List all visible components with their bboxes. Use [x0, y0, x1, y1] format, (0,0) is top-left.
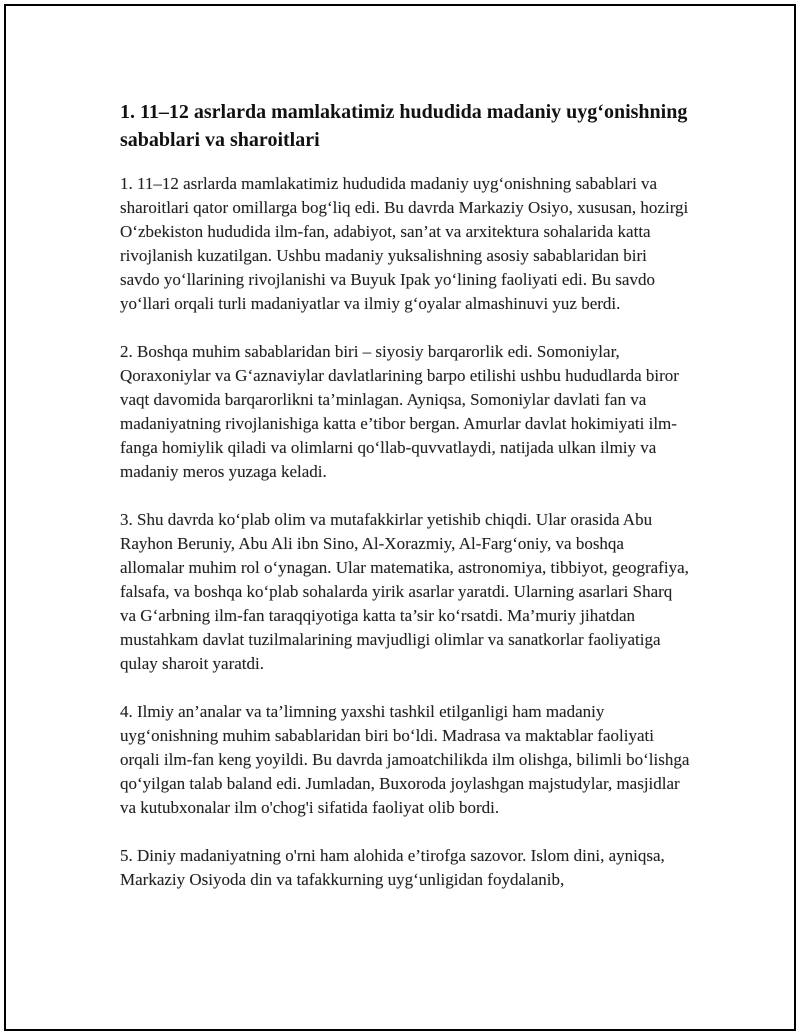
- paragraph-1: 1. 11–12 asrlarda mamlakatimiz hududida madaniy uyg‘onishning sabablari va sharoitlari qator omillarga bog‘liq edi. Bu davrda Markaziy Osiyo, xususan, hozirgi O‘zbekiston hududida ilm-fan, adabiyot, san’at va arxitektura sohalarida katta rivojlanish kuzatilgan. Ushbu madaniy yuksalishning asosiy sabablaridan biri savdo yo‘llarining rivojlanishi va Buyuk Ipak yo‘lining faoliyati edi. Bu savdo yo‘llari orqali turli madaniyatlar va ilmiy g‘oyalar almashinuvi yuz berdi.: [120, 174, 689, 313]
- paragraph-5: 5. Diniy madaniyatning o'rni ham alohida e’tirofga sazovor. Islom dini, ayniqsa, Markaziy Osiyoda din va tafakkurning uyg‘unligidan foydalanib,: [120, 846, 665, 889]
- document-body: [120, 98, 690, 916]
- page-frame: [4, 4, 796, 1031]
- paragraph-3: 3. Shu davrda ko‘plab olim va mutafakkirlar yetishib chiqdi. Ular orasida Abu Rayhon Beruniy, Abu Ali ibn Sino, Al-Xorazmiy, Al-Farg‘oniy, va boshqa allomalar muhim rol o‘ynagan. Ular matematika, astronomiya, tibbiyot, geografiya, falsafa, va boshqa ko‘plab sohalarda yirik asarlar yaratdi. Ularning asarlari Sharq va G‘arbning ilm-fan taraqqiyotiga katta ta’sir ko‘rsatdi. Ma’muriy jihatdan mustahkam davlat tuzilmalarining mavjudligi olimlar va sanatkorlar faoliyatiga qulay sharoit yaratdi.: [120, 510, 689, 673]
- paragraph-4: 4. Ilmiy an’analar va ta’limning yaxshi tashkil etilganligi ham madaniy uyg‘onishning muhim sabablaridan biri bo‘ldi. Madrasa va maktablar faoliyati orqali ilm-fan keng yoyildi. Bu davrda jamoatchilikda ilm olishga, bilimli bo‘lishga qo‘yilgan talab baland edi. Jumladan, Buxoroda joylashgan majstudylar, masjidlar va kutubxonalar ilm o'chog'i sifatida faoliyat olib bordi.: [120, 702, 690, 817]
- document-title: 1. 11–12 asrlarda mamlakatimiz hududida madaniy uyg‘onishning sabablari va sharoitlari: [120, 101, 688, 151]
- paragraph-2: 2. Boshqa muhim sabablaridan biri – siyosiy barqarorlik edi. Somoniylar, Qoraxoniylar va G‘aznaviylar davlatlarining barpo etilishi ushbu hududlarda biror vaqt davomida barqarorlikni ta’minlagan. Ayniqsa, Somoniylar davlati fan va madaniyatning rivojlanishiga katta e’tibor bergan. Amurlar davlat hokimiyati ilm-fanga homiylik qiladi va olimlarni qo‘llab-quvvatlaydi, natijada ulkan ilmiy va madaniy meros yuzaga keladi.: [120, 342, 679, 481]
